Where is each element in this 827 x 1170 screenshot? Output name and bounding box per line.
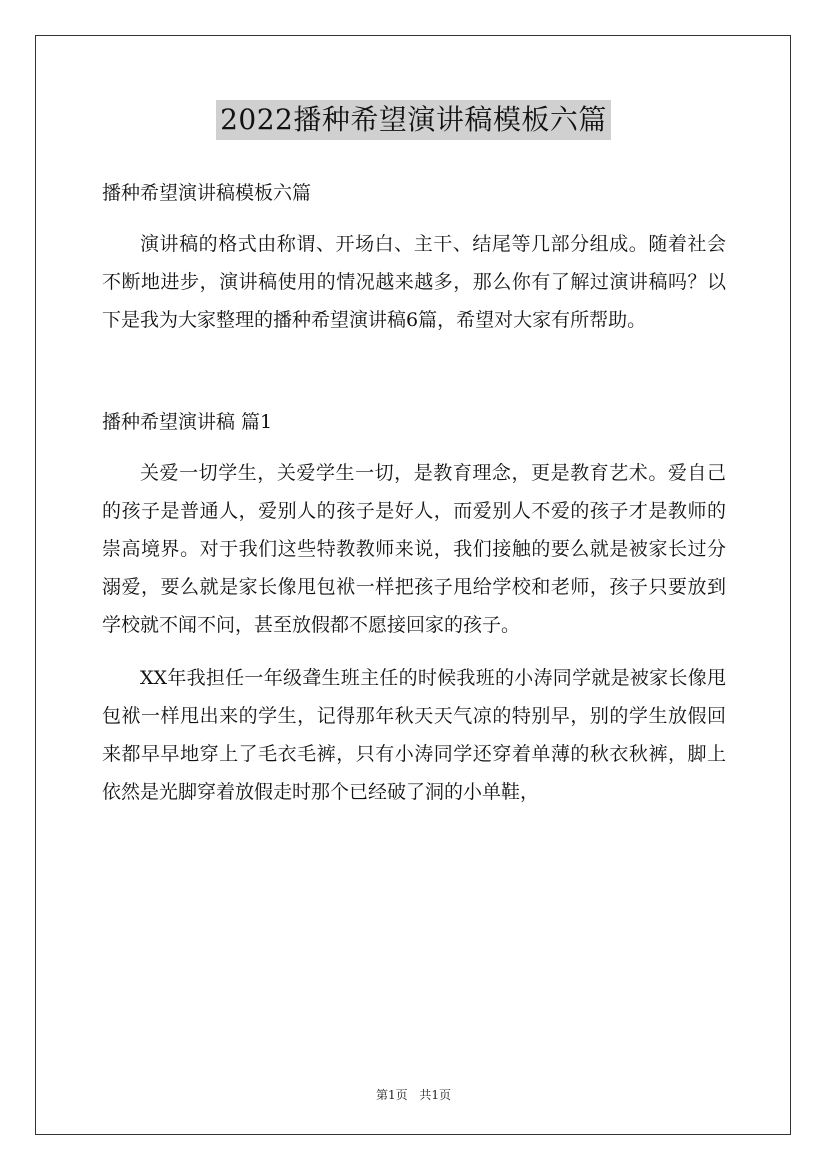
intro-paragraph: 演讲稿的格式由称谓、开场白、主干、结尾等几部分组成。随着社会不断地进步，演讲稿使用的情况越来越多，那么你有了解过演讲稿吗？以下是我为大家整理的播种希望演讲稿6篇，希望对大家有所帮助。 [102, 233, 726, 331]
page-footer [0, 1086, 827, 1103]
body-paragraph: XX年我担任一年级聋生班主任的时候我班的小涛同学就是被家长像甩包袱一样甩出来的学生，记得那年秋天天气凉的特别早，别的学生放假回来都早早地穿上了毛衣毛裤，只有小涛同学还穿着单薄的秋衣秋裤，脚上依然是光脚穿着放假走时那个已经破了洞的小单鞋， [102, 667, 726, 803]
title-container [0, 100, 827, 140]
page-number-current: 第1页 [375, 1088, 408, 1102]
document-title: 2022播种希望演讲稿模板六篇 [216, 100, 611, 140]
section-heading: 播种希望演讲稿 篇1 [102, 411, 273, 433]
page-number-total: 共1页 [419, 1088, 452, 1102]
document-body [102, 174, 726, 811]
document-subtitle: 播种希望演讲稿模板六篇 [102, 182, 312, 204]
body-paragraph: 关爱一切学生，关爱学生一切，是教育理念，更是教育艺术。爱自己的孩子是普通人，爱别人的孩子是好人，而爱别人不爱的孩子才是教师的崇高境界。对于我们这些特教教师来说，我们接触的要么就是被家长过分溺爱，要么就是家长像甩包袱一样把孩子甩给学校和老师，孩子只要放到学校就不闻不问，甚至放假都不愿接回家的孩子。 [102, 462, 726, 636]
